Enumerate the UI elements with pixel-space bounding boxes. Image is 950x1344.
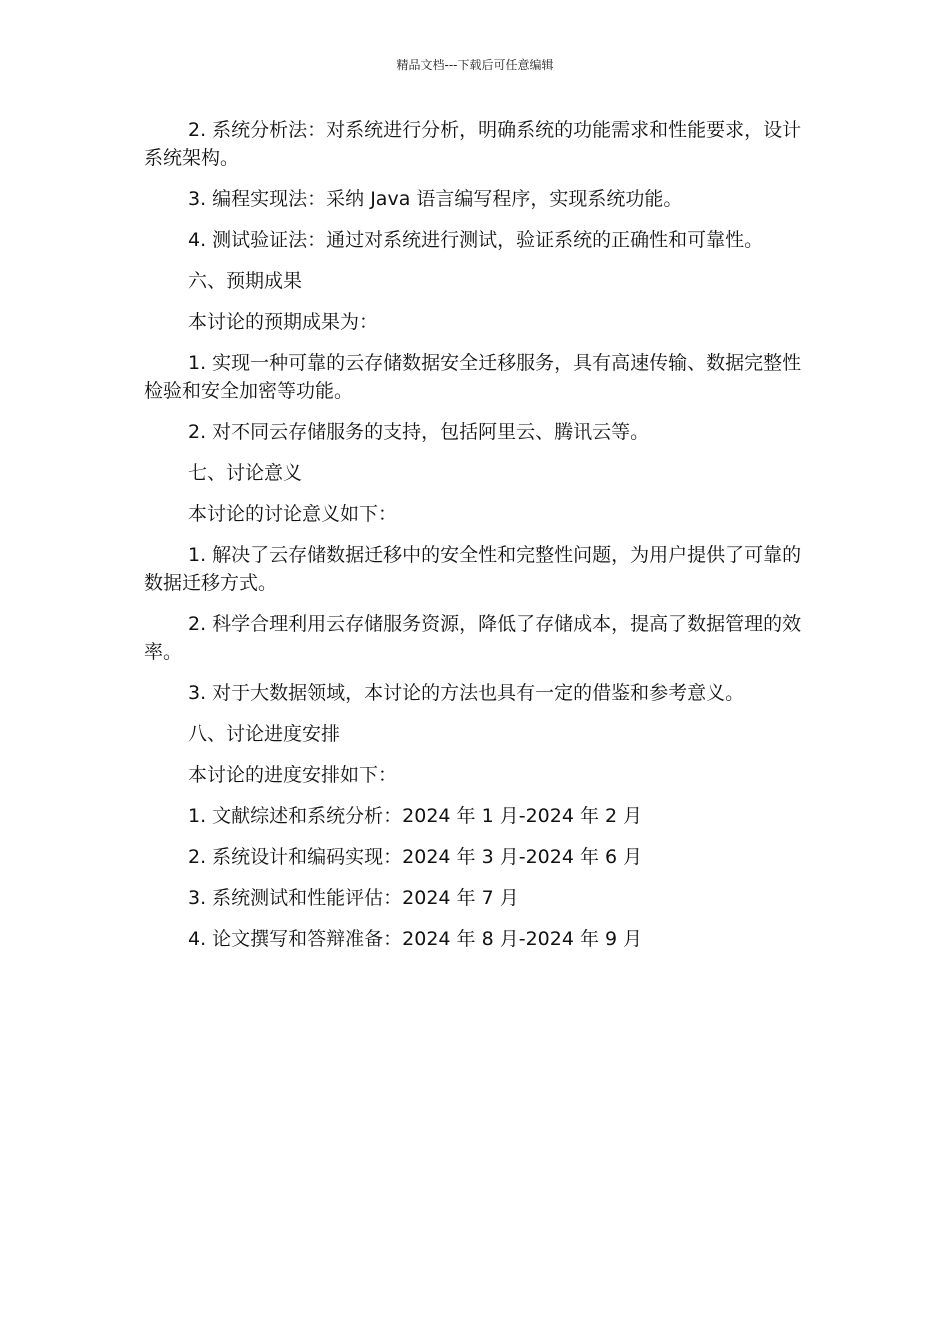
schedule-item-3: 3. 系统测试和性能评估：2024 年 7 月 [188,887,519,909]
section-heading-expected-results: 六、预期成果 [188,270,303,292]
significance-2: 2. 科学合理利用云存储服务资源，降低了存储成本，提高了数据管理的效率。 [144,613,802,663]
significance-intro: 本讨论的讨论意义如下： [188,503,398,525]
schedule-item-4: 4. 论文撰写和答辩准备：2024 年 8 月-2024 年 9 月 [188,928,643,950]
schedule-item-2: 2. 系统设计和编码实现：2024 年 3 月-2024 年 6 月 [188,846,643,868]
significance-1: 1. 解决了云存储数据迁移中的安全性和完整性问题，为用户提供了可靠的数据迁移方式。 [144,544,802,594]
method-programming: 3. 编程实现法：采纳 Java 语言编写程序，实现系统功能。 [188,188,683,210]
expected-result-2: 2. 对不同云存储服务的支持，包括阿里云、腾讯云等。 [188,421,650,443]
page-header: 精品文档---下载后可任意编辑 [396,58,554,72]
significance-3: 3. 对于大数据领域，本讨论的方法也具有一定的借鉴和参考意义。 [188,682,745,704]
schedule-item-1: 1. 文献综述和系统分析：2024 年 1 月-2024 年 2 月 [188,805,643,827]
document-body [144,116,808,966]
schedule-intro: 本讨论的进度安排如下： [188,764,398,786]
section-heading-schedule: 八、讨论进度安排 [188,723,341,745]
expected-results-intro: 本讨论的预期成果为： [188,311,379,333]
section-heading-significance: 七、讨论意义 [188,462,303,484]
method-system-analysis: 2. 系统分析法：对系统进行分析，明确系统的功能需求和性能要求，设计系统架构。 [144,119,802,169]
method-testing: 4. 测试验证法：通过对系统进行测试，验证系统的正确性和可靠性。 [188,229,764,251]
expected-result-1: 1. 实现一种可靠的云存储数据安全迁移服务，具有高速传输、数据完整性检验和安全加密等功能。 [144,352,802,402]
